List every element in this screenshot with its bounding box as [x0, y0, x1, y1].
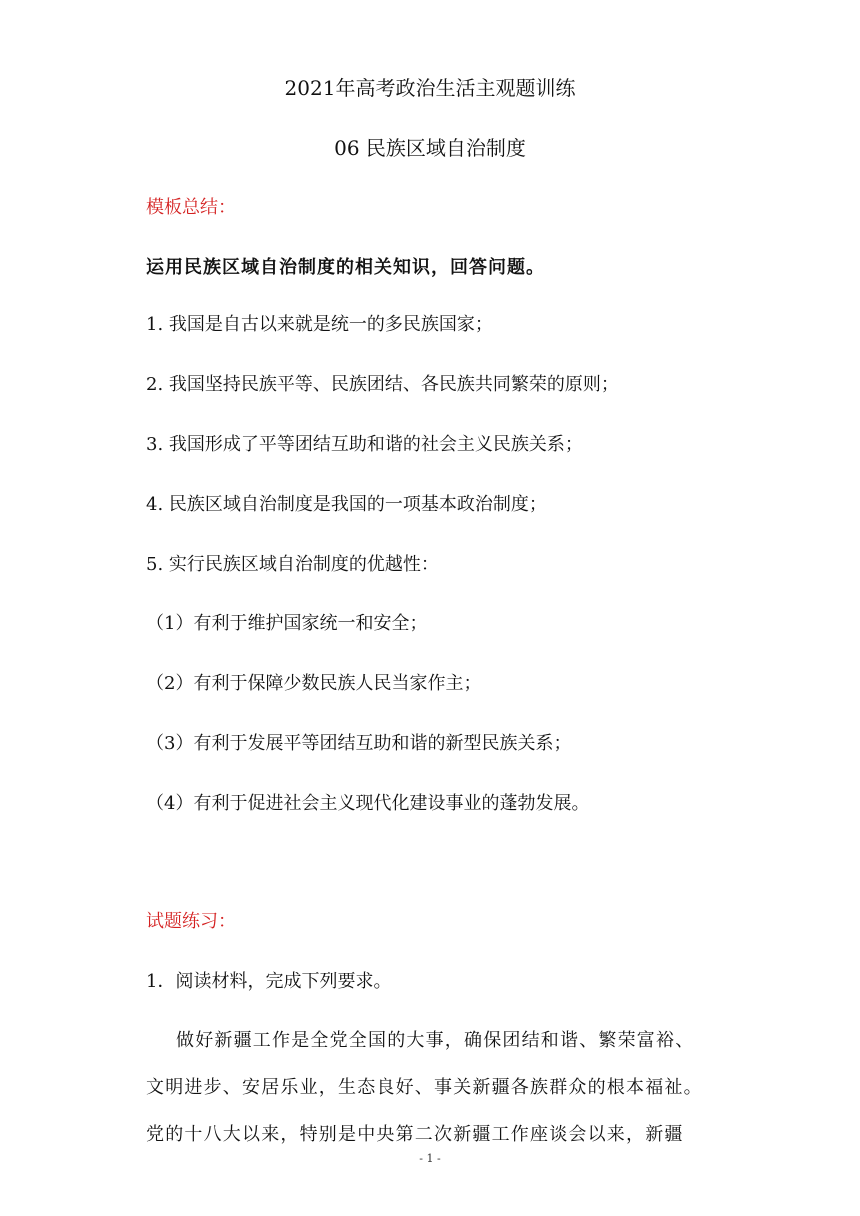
material-line-2: 文明进步、安居乐业，生态良好、事关新疆各族群众的根本福祉。 — [146, 1077, 703, 1098]
question-1-prompt: 1．阅读材料，完成下列要求。 — [146, 971, 392, 992]
exercise-heading: 试题练习： — [146, 911, 236, 932]
advantage-item-3: （3）有利于发展平等团结互助和谐的新型民族关系； — [146, 733, 572, 754]
material-line-1: 做好新疆工作是全党全国的大事，确保团结和谐、繁荣富裕、 — [176, 1030, 695, 1051]
summary-point-1: 1. 我国是自古以来就是统一的多民族国家； — [146, 314, 493, 335]
advantage-item-1: （1）有利于维护国家统一和安全； — [146, 613, 428, 634]
advantage-item-4: （4）有利于促进社会主义现代化建设事业的蓬勃发展。 — [146, 793, 590, 814]
document-title: 2021年高考政治生活主观题训练 — [284, 76, 576, 100]
advantage-item-2: （2）有利于保障少数民族人民当家作主； — [146, 673, 482, 694]
summary-point-5: 5. 实行民族区域自治制度的优越性： — [146, 554, 439, 575]
summary-point-2: 2. 我国坚持民族平等、民族团结、各民族共同繁荣的原则； — [146, 374, 619, 395]
summary-point-4: 4. 民族区域自治制度是我国的一项基本政治制度； — [146, 494, 547, 515]
summary-point-3: 3. 我国形成了平等团结互助和谐的社会主义民族关系； — [146, 434, 583, 455]
material-line-3: 党的十八大以来，特别是中央第二次新疆工作座谈会以来，新疆 — [146, 1124, 684, 1145]
page-number: - 1 - — [419, 1152, 441, 1165]
document-subtitle: 06 民族区域自治制度 — [334, 136, 526, 160]
task-prompt: 运用民族区域自治制度的相关知识，回答问题。 — [146, 257, 545, 278]
template-summary-heading: 模板总结： — [146, 197, 236, 218]
